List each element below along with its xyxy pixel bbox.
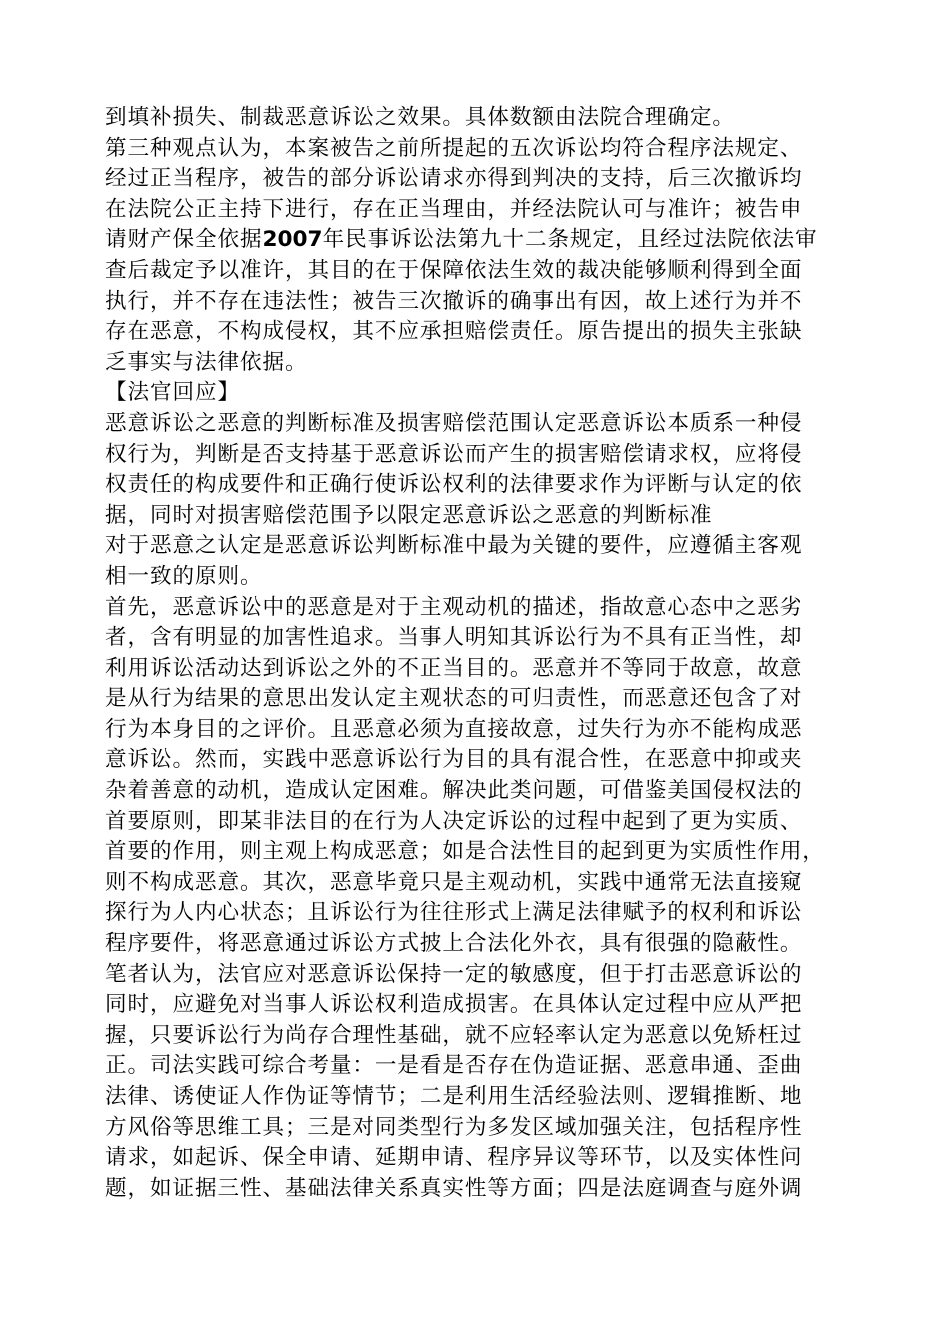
text-line-35: 请求，如起诉、保全申请、延期申请、程序异议等环节，以及实体性问 xyxy=(105,1145,803,1171)
text-line-19: 利用诉讼活动达到诉讼之外的不正当目的。恶意并不等同于故意，故意 xyxy=(105,655,803,681)
text-line-24: 首要原则，即某非法目的在行为人决定诉讼的过程中起到了更为实质、 xyxy=(105,808,803,834)
text-line-15: 对于恶意之认定是恶意诉讼判断标准中最为关键的要件，应遵循主客观 xyxy=(105,533,803,559)
text-line-14: 据，同时对损害赔偿范围予以限定恶意诉讼之恶意的判断标准 xyxy=(105,502,713,528)
text-line-13: 权责任的构成要件和正确行使诉讼权利的法律要求作为评断与认定的依 xyxy=(105,472,803,498)
text-line-29: 笔者认为，法官应对恶意诉讼保持一定的敏感度，但于打击恶意诉讼的 xyxy=(105,961,803,987)
text-line-26: 则不构成恶意。其次，恶意毕竟只是主观动机，实践中通常无法直接窥 xyxy=(105,869,803,895)
text-line-22: 意诉讼。然而，实践中恶意诉讼行为目的具有混合性，在恶意中抑或夹 xyxy=(105,747,803,773)
text-line-12: 权行为，判断是否支持基于恶意诉讼而产生的损害赔偿请求权，应将侵 xyxy=(105,441,803,467)
text-line-5-end: 年民事诉讼法第九十二条规定，且经过法院依法审 xyxy=(322,227,818,253)
text-line-36: 题，如证据三性、基础法律关系真实性等方面；四是法庭调查与庭外调 xyxy=(105,1175,803,1201)
text-line-6: 查后裁定予以准许，其目的在于保障依法生效的裁决能够顺利得到全面 xyxy=(105,257,803,283)
text-line-2: 第三种观点认为，本案被告之前所提起的五次诉讼均符合程序法规定、 xyxy=(105,135,803,161)
year-number: 2007 xyxy=(262,227,323,253)
text-line-17: 首先，恶意诉讼中的恶意是对于主观动机的描述，指故意心态中之恶劣 xyxy=(105,594,803,620)
text-line-3: 经过正当程序，被告的部分诉讼请求亦得到判决的支持，后三次撤诉均 xyxy=(105,166,803,192)
section-heading: 【法官回应】 xyxy=(105,380,240,406)
text-line-20: 是从行为结果的意思出发认定主观状态的可归责性，而恶意还包含了对 xyxy=(105,686,803,712)
text-line-32: 正。司法实践可综合考量：一是看是否存在伪造证据、恶意串通、歪曲 xyxy=(105,1053,803,1079)
text-line-25: 首要的作用，则主观上构成恶意；如是合法性目的起到更为实质性作用， xyxy=(105,839,825,865)
text-line-34: 方风俗等思维工具；三是对同类型行为多发区域加强关注，包括程序性 xyxy=(105,1114,803,1140)
text-line-30: 同时，应避免对当事人诉讼权利造成损害。在具体认定过程中应从严把 xyxy=(105,992,803,1018)
text-line-5-start: 请财产保全依据 xyxy=(105,227,263,253)
text-line-23: 杂着善意的动机，造成认定困难。解决此类问题，可借鉴美国侵权法的 xyxy=(105,778,803,804)
text-line-31: 握，只要诉讼行为尚存合理性基础，就不应轻率认定为恶意以免矫枉过 xyxy=(105,1022,803,1048)
text-line-33: 法律、诱使证人作伪证等情节；二是利用生活经验法则、逻辑推断、地 xyxy=(105,1084,803,1109)
text-line-9: 乏事实与法律依据。 xyxy=(105,349,308,375)
text-line-18: 者，含有明显的加害性追求。当事人明知其诉讼行为不具有正当性，却 xyxy=(105,625,803,651)
text-line-8: 存在恶意，不构成侵权，其不应承担赔偿责任。原告提出的损失主张缺 xyxy=(105,319,803,345)
text-line-1: 到填补损失、制裁恶意诉讼之效果。具体数额由法院合理确定。 xyxy=(105,105,735,130)
text-line-7: 执行，并不存在违法性；被告三次撤诉的确事出有因，故上述行为并不 xyxy=(105,288,803,314)
text-line-28: 程序要件，将恶意通过诉讼方式披上合法化外衣，具有很强的隐蔽性。 xyxy=(105,931,803,957)
text-line-27: 探行为人内心状态；且诉讼行为往往形式上满足法律赋予的权利和诉讼 xyxy=(105,900,803,926)
text-line-4: 在法院公正主持下进行，存在正当理由，并经法院认可与准许；被告申 xyxy=(105,196,803,222)
text-line-11: 恶意诉讼之恶意的判断标准及损害赔偿范围认定恶意诉讼本质系一种侵 xyxy=(105,410,803,436)
text-line-5 xyxy=(105,225,835,256)
document-body xyxy=(105,103,835,1204)
text-line-21: 行为本身目的之评价。且恶意必须为直接故意，过失行为亦不能构成恶 xyxy=(105,716,803,742)
text-line-16: 相一致的原则。 xyxy=(105,563,263,589)
